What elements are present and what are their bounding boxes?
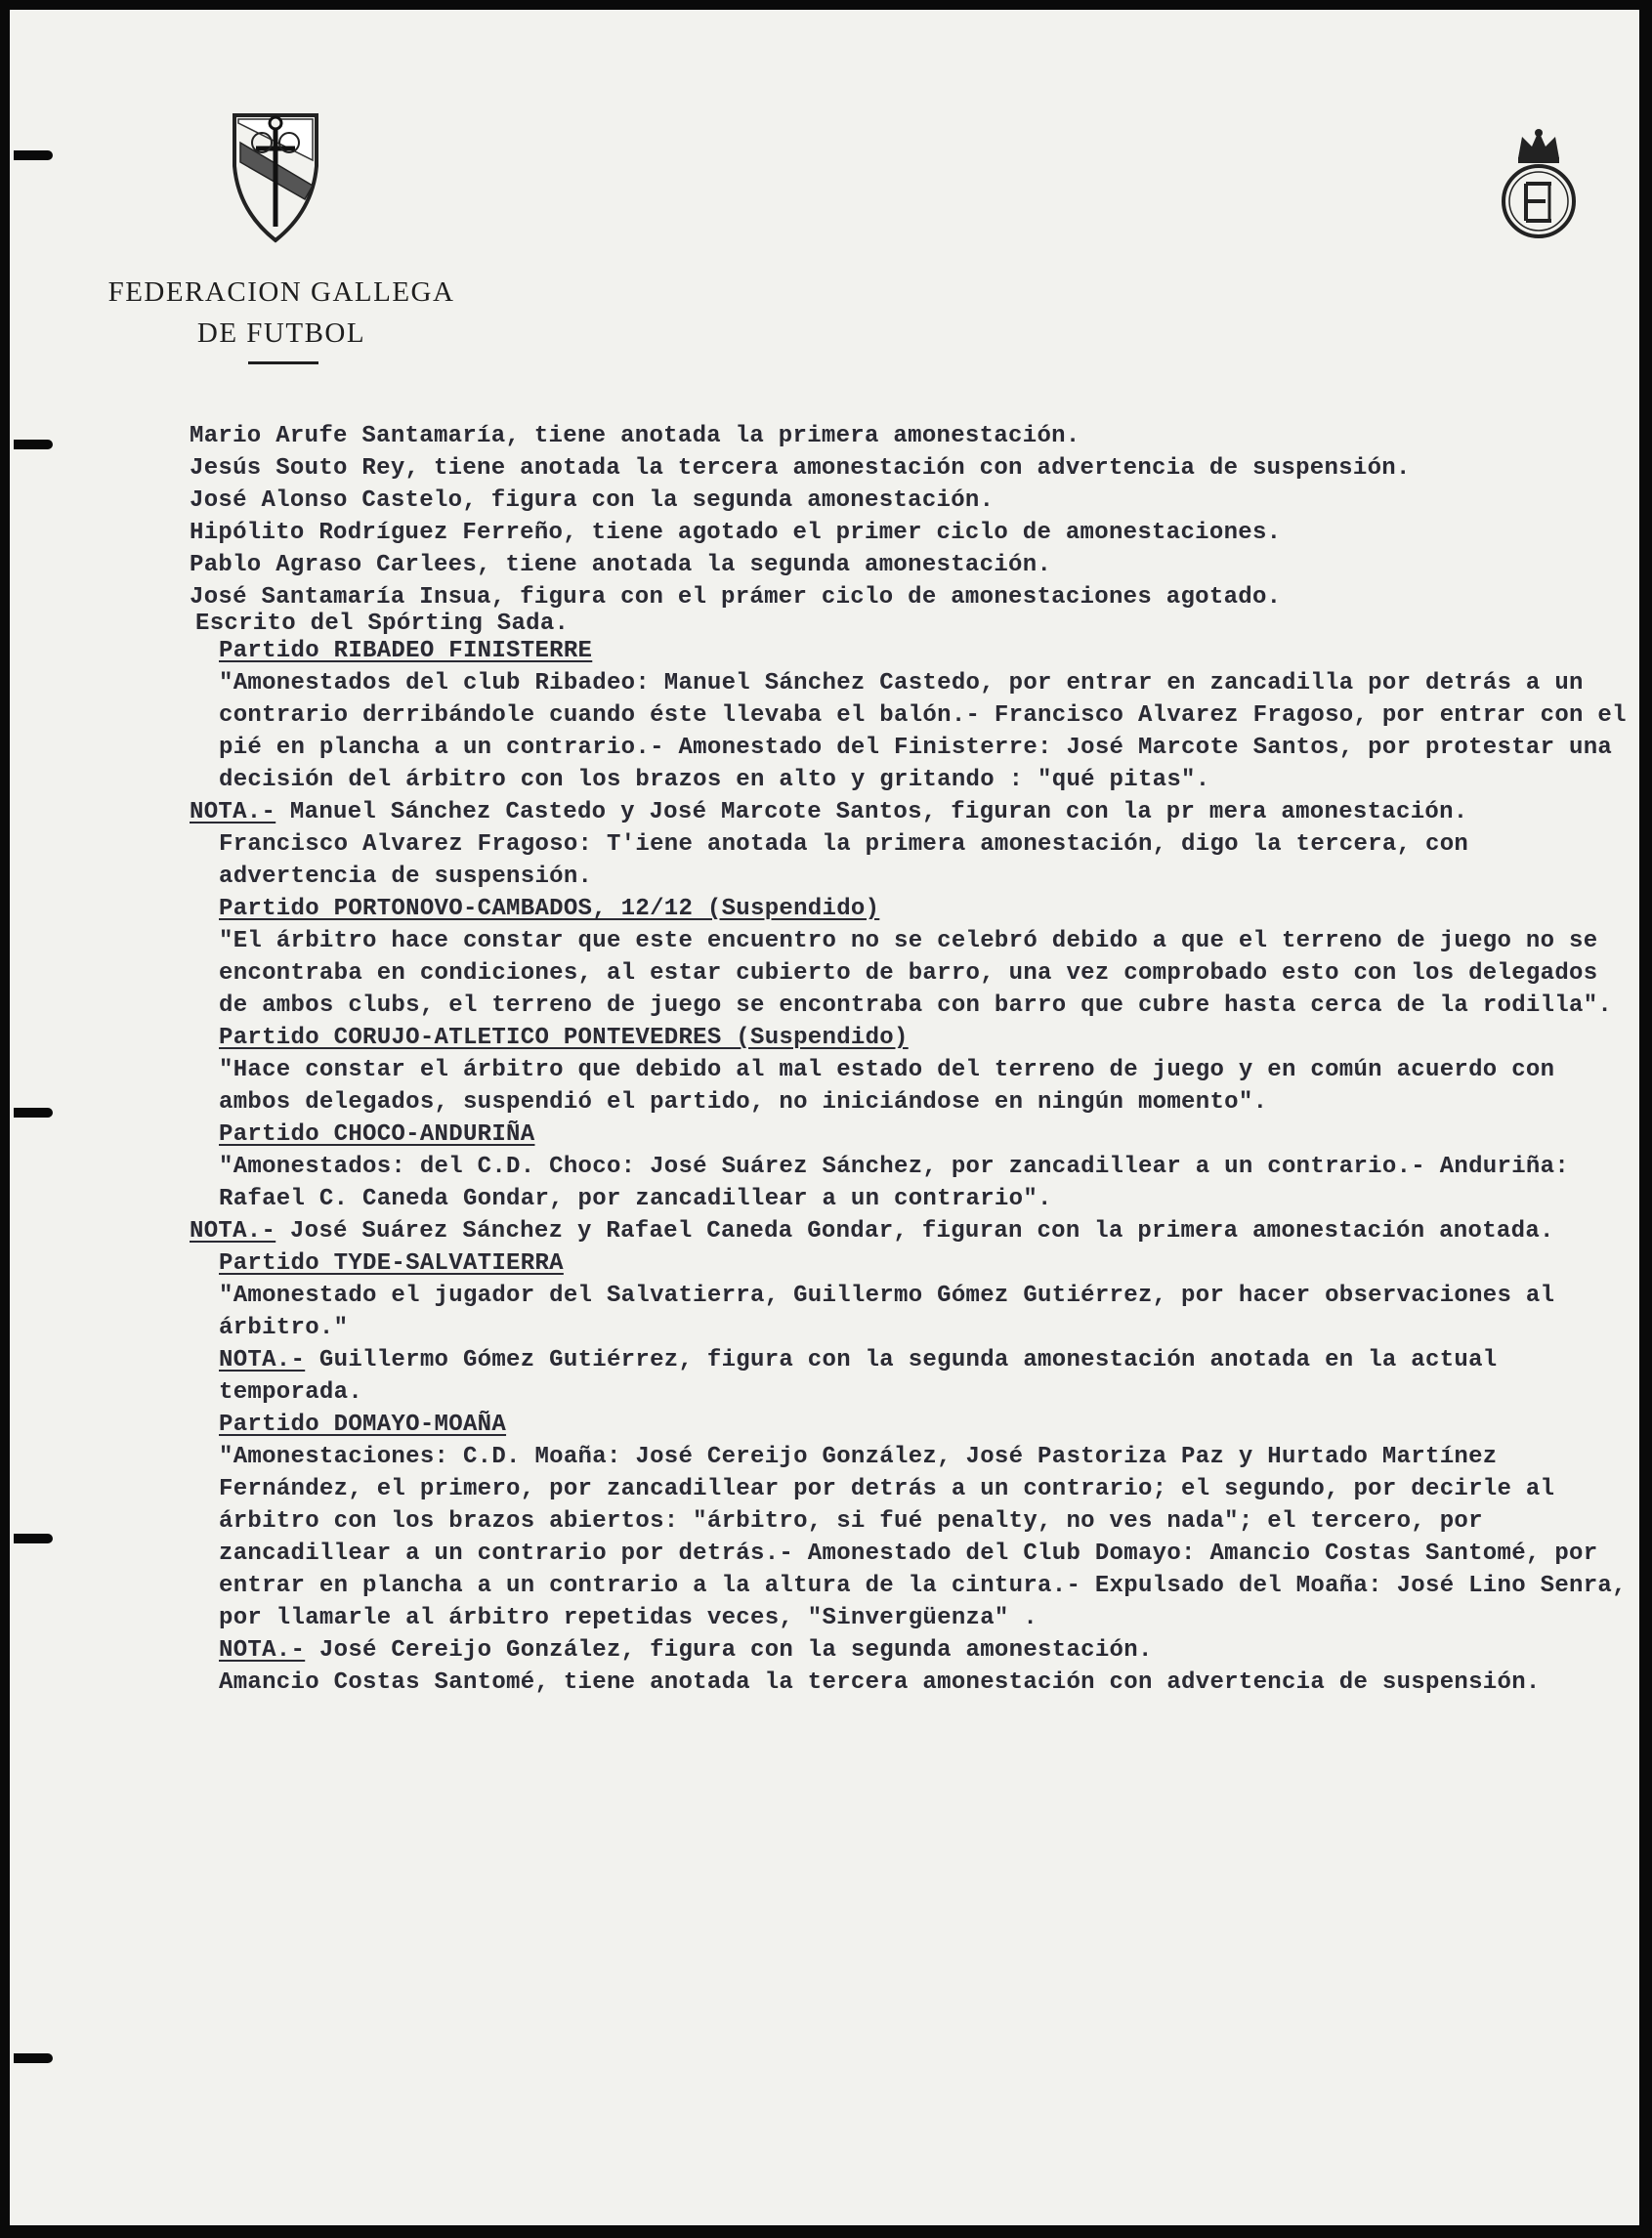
org-line-2: DE FUTBOL bbox=[196, 317, 366, 349]
warning-line: Mario Arufe Santamaría, tiene anotada la primera amonestación. bbox=[190, 423, 1080, 449]
note-tyde: NOTA.- Guillermo Gómez Gutiérrez, figura con la segunda amonestación anotada en la actual temporada. bbox=[219, 1347, 1498, 1406]
match-heading-tyde: Partido TYDE-SALVATIERRA bbox=[219, 1250, 564, 1277]
match-heading-choco: Partido CHOCO-ANDURIÑA bbox=[219, 1121, 535, 1148]
galician-football-federation-shield-icon bbox=[227, 109, 324, 246]
punch-hole bbox=[14, 2053, 53, 2063]
match-report-domayo: "Amonestaciones: C.D. Moaña: José Cereijo González, José Pastoriza Paz y Hurtado Martínez Fernández, el primero, por zancadillear por detrás a un contrario; el segundo, por decirle al árbitro con los brazos abiertos: "árbitro, si fué penalty, no ves nada"; el tercero, por zancadillear a un contrario por detrás.- Amonestado del Club Domayo: Amancio Costas Santomé, por entrar en plancha a un contrario a la altura de la cintura.- Expulsado del Moaña: José Lino Senra, por llamarle al árbitro repetidas veces, "Sinvergüenza" . bbox=[219, 1444, 1627, 1631]
note-domayo: NOTA.- José Cereijo González, figura con la segunda amonestación. bbox=[219, 1637, 1153, 1664]
note-extra-domayo: Amancio Costas Santomé, tiene anotada la tercera amonestación con advertencia de suspensión. bbox=[219, 1669, 1541, 1696]
punch-hole bbox=[14, 150, 53, 160]
match-heading-portonovo: Partido PORTONOVO-CAMBADOS, 12/12 (Suspendido) bbox=[219, 896, 880, 922]
org-line-1: FEDERACION GALLEGA bbox=[107, 276, 455, 308]
match-heading-corujo: Partido CORUJO-ATLETICO PONTEVEDRES (Suspendido) bbox=[219, 1025, 909, 1051]
match-heading-ribadeo: Partido RIBADEO FINISTERRE bbox=[219, 638, 593, 664]
match-report-choco: "Amonestados: del C.D. Choco: José Suárez Sánchez, por zancadillear a un contrario.- Anduriña: Rafael C. Caneda Gondar, por zancadillear a un contrario". bbox=[219, 1154, 1570, 1212]
note-extra-ribadeo: Francisco Alvarez Fragoso: T'iene anotada la primera amonestación, digo la tercera, con advertencia de suspensión. bbox=[219, 831, 1469, 890]
match-report-corujo: "Hace constar el árbitro que debido al mal estado del terreno de juego y en común acuerdo con ambos delegados, suspendió el partido, no iniciándose en ningún momento". bbox=[219, 1057, 1555, 1116]
letter-reference: Escrito del Spórting Sada. bbox=[195, 611, 570, 637]
warnings-list bbox=[190, 420, 1635, 635]
warning-line: Jesús Souto Rey, tiene anotada la tercera amonestación con advertencia de suspensión. bbox=[190, 455, 1411, 482]
match-report-tyde: "Amonestado el jugador del Salvatierra, Guillermo Gómez Gutiérrez, por hacer observaciones al árbitro." bbox=[219, 1283, 1555, 1341]
header-divider bbox=[248, 361, 318, 364]
match-heading-domayo: Partido DOMAYO-MOAÑA bbox=[219, 1412, 507, 1438]
match-report-ribadeo: "Amonestados del club Ribadeo: Manuel Sánchez Castedo, por entrar en zancadilla por detrás a un contrario derribándole cuando éste llevaba el balón.- Francisco Alvarez Fragoso, por entrar con el pié en plancha a un contrario.- Amonestado del Finisterre: José Marcote Santos, por protestar una decisión del árbitro con los brazos en alto y gritando : "qué pitas". bbox=[219, 670, 1627, 793]
royal-spanish-football-federation-crest-icon bbox=[1497, 125, 1581, 242]
note-ribadeo: NOTA.- Manuel Sánchez Castedo y José Marcote Santos, figuran con la pr mera amonestación. bbox=[190, 799, 1468, 825]
document-body bbox=[190, 420, 1635, 1699]
note-choco: NOTA.- José Suárez Sánchez y Rafael Caneda Gondar, figuran con la primera amonestación anotada. bbox=[190, 1218, 1554, 1245]
warning-line: Pablo Agraso Carlees, tiene anotada la segunda amonestación. bbox=[190, 552, 1052, 578]
warning-line: José Alonso Castelo, figura con la segunda amonestación. bbox=[190, 487, 995, 514]
punch-hole bbox=[14, 440, 53, 449]
punch-hole bbox=[14, 1108, 53, 1118]
document-page bbox=[10, 10, 1639, 2225]
punch-hole bbox=[14, 1534, 53, 1543]
warning-line: Hipólito Rodríguez Ferreño, tiene agotado el primer ciclo de amonestaciones. bbox=[190, 520, 1282, 546]
match-report-portonovo: "El árbitro hace constar que este encuentro no se celebró debido a que el terreno de juego no se encontraba en condiciones, al estar cubierto de barro, una vez comprobado esto con los delegados de ambos clubs, el terreno de juego se encontraba con barro que cubre hasta cerca de la rodilla". bbox=[219, 928, 1613, 1019]
federation-name bbox=[76, 272, 487, 354]
warning-line: José Santamaría Insua, figura con el prámer ciclo de amonestaciones agotado. bbox=[190, 584, 1282, 611]
